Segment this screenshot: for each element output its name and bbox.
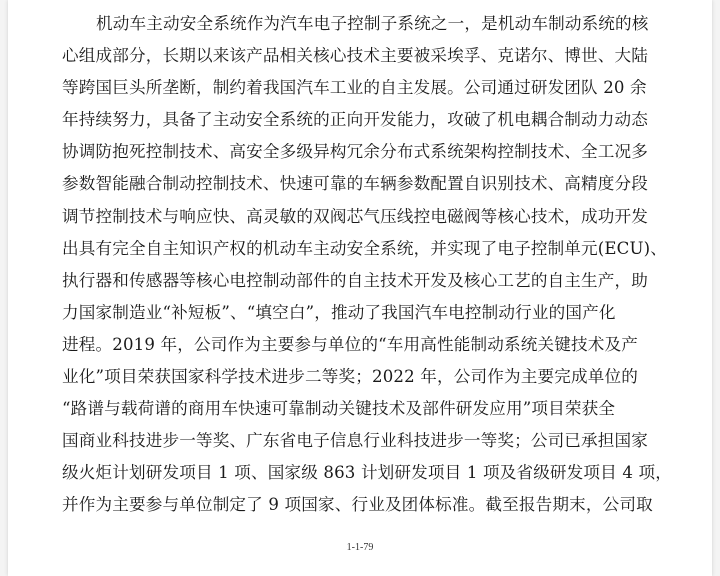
paragraph-line: 力国家制造业“补短板”、“填空白”，推动了我国汽车电控制动行业的国产化: [62, 302, 616, 322]
paragraph-line: 协调防抱死控制技术、高安全多级异构冗余分布式系统架构控制技术、全工况多: [62, 142, 649, 162]
paragraph-line: 并作为主要参与单位制定了 9 项国家、行业及团体标准。截至报告期末，公司取: [62, 495, 653, 515]
paragraph-line: 等跨国巨头所垄断，制约着我国汽车工业的自主发展。公司通过研发团队 20 余: [62, 78, 647, 98]
paragraph-line: 机动车主动安全系统作为汽车电子控制子系统之一，是机动车制动系统的核: [96, 14, 649, 33]
paragraph-line: 进程。2019 年，公司作为主要参与单位的“车用高性能制动系统关键技术及产: [62, 334, 638, 354]
paragraph-line: 年持续努力，具备了主动安全系统的正向开发能力，攻破了机电耦合制动力动态: [62, 110, 649, 130]
paragraph-line: 国商业科技进步一等奖、广东省电子信息行业科技进步一等奖；公司已承担国家: [62, 431, 649, 451]
paragraph-line: 心组成部分，长期以来该产品相关核心技术主要被采埃孚、克诺尔、博世、大陆: [62, 46, 649, 66]
body-paragraph: [62, 8, 672, 522]
document-page: [8, 0, 712, 576]
paragraph-line: 参数智能融合制动控制技术、快速可靠的车辆参数配置自识别技术、高精度分段: [62, 174, 649, 194]
paragraph-line: 出具有完全自主知识产权的机动车主动安全系统，并实现了电子控制单元(ECU)、: [62, 238, 668, 258]
paragraph-line: 调节控制技术与响应快、高灵敏的双阀芯气压线控电磁阀等核心技术，成功开发: [62, 206, 649, 226]
page-number: 1-1-79: [346, 542, 374, 553]
paragraph-line: 执行器和传感器等核心电控制动部件的自主技术开发及核心工艺的自主生产，助: [62, 270, 649, 290]
paragraph-line: 业化”项目荣获国家科学技术进步二等奖；2022 年，公司作为主要完成单位的: [62, 367, 638, 387]
paragraph-line: 级火炬计划研发项目 1 项、国家级 863 计划研发项目 1 项及省级研发项目 4 项，: [62, 463, 672, 483]
paragraph-line: “路谱与载荷谱的商用车快速可靠制动关键技术及部件研发应用”项目荣获全: [62, 399, 616, 419]
